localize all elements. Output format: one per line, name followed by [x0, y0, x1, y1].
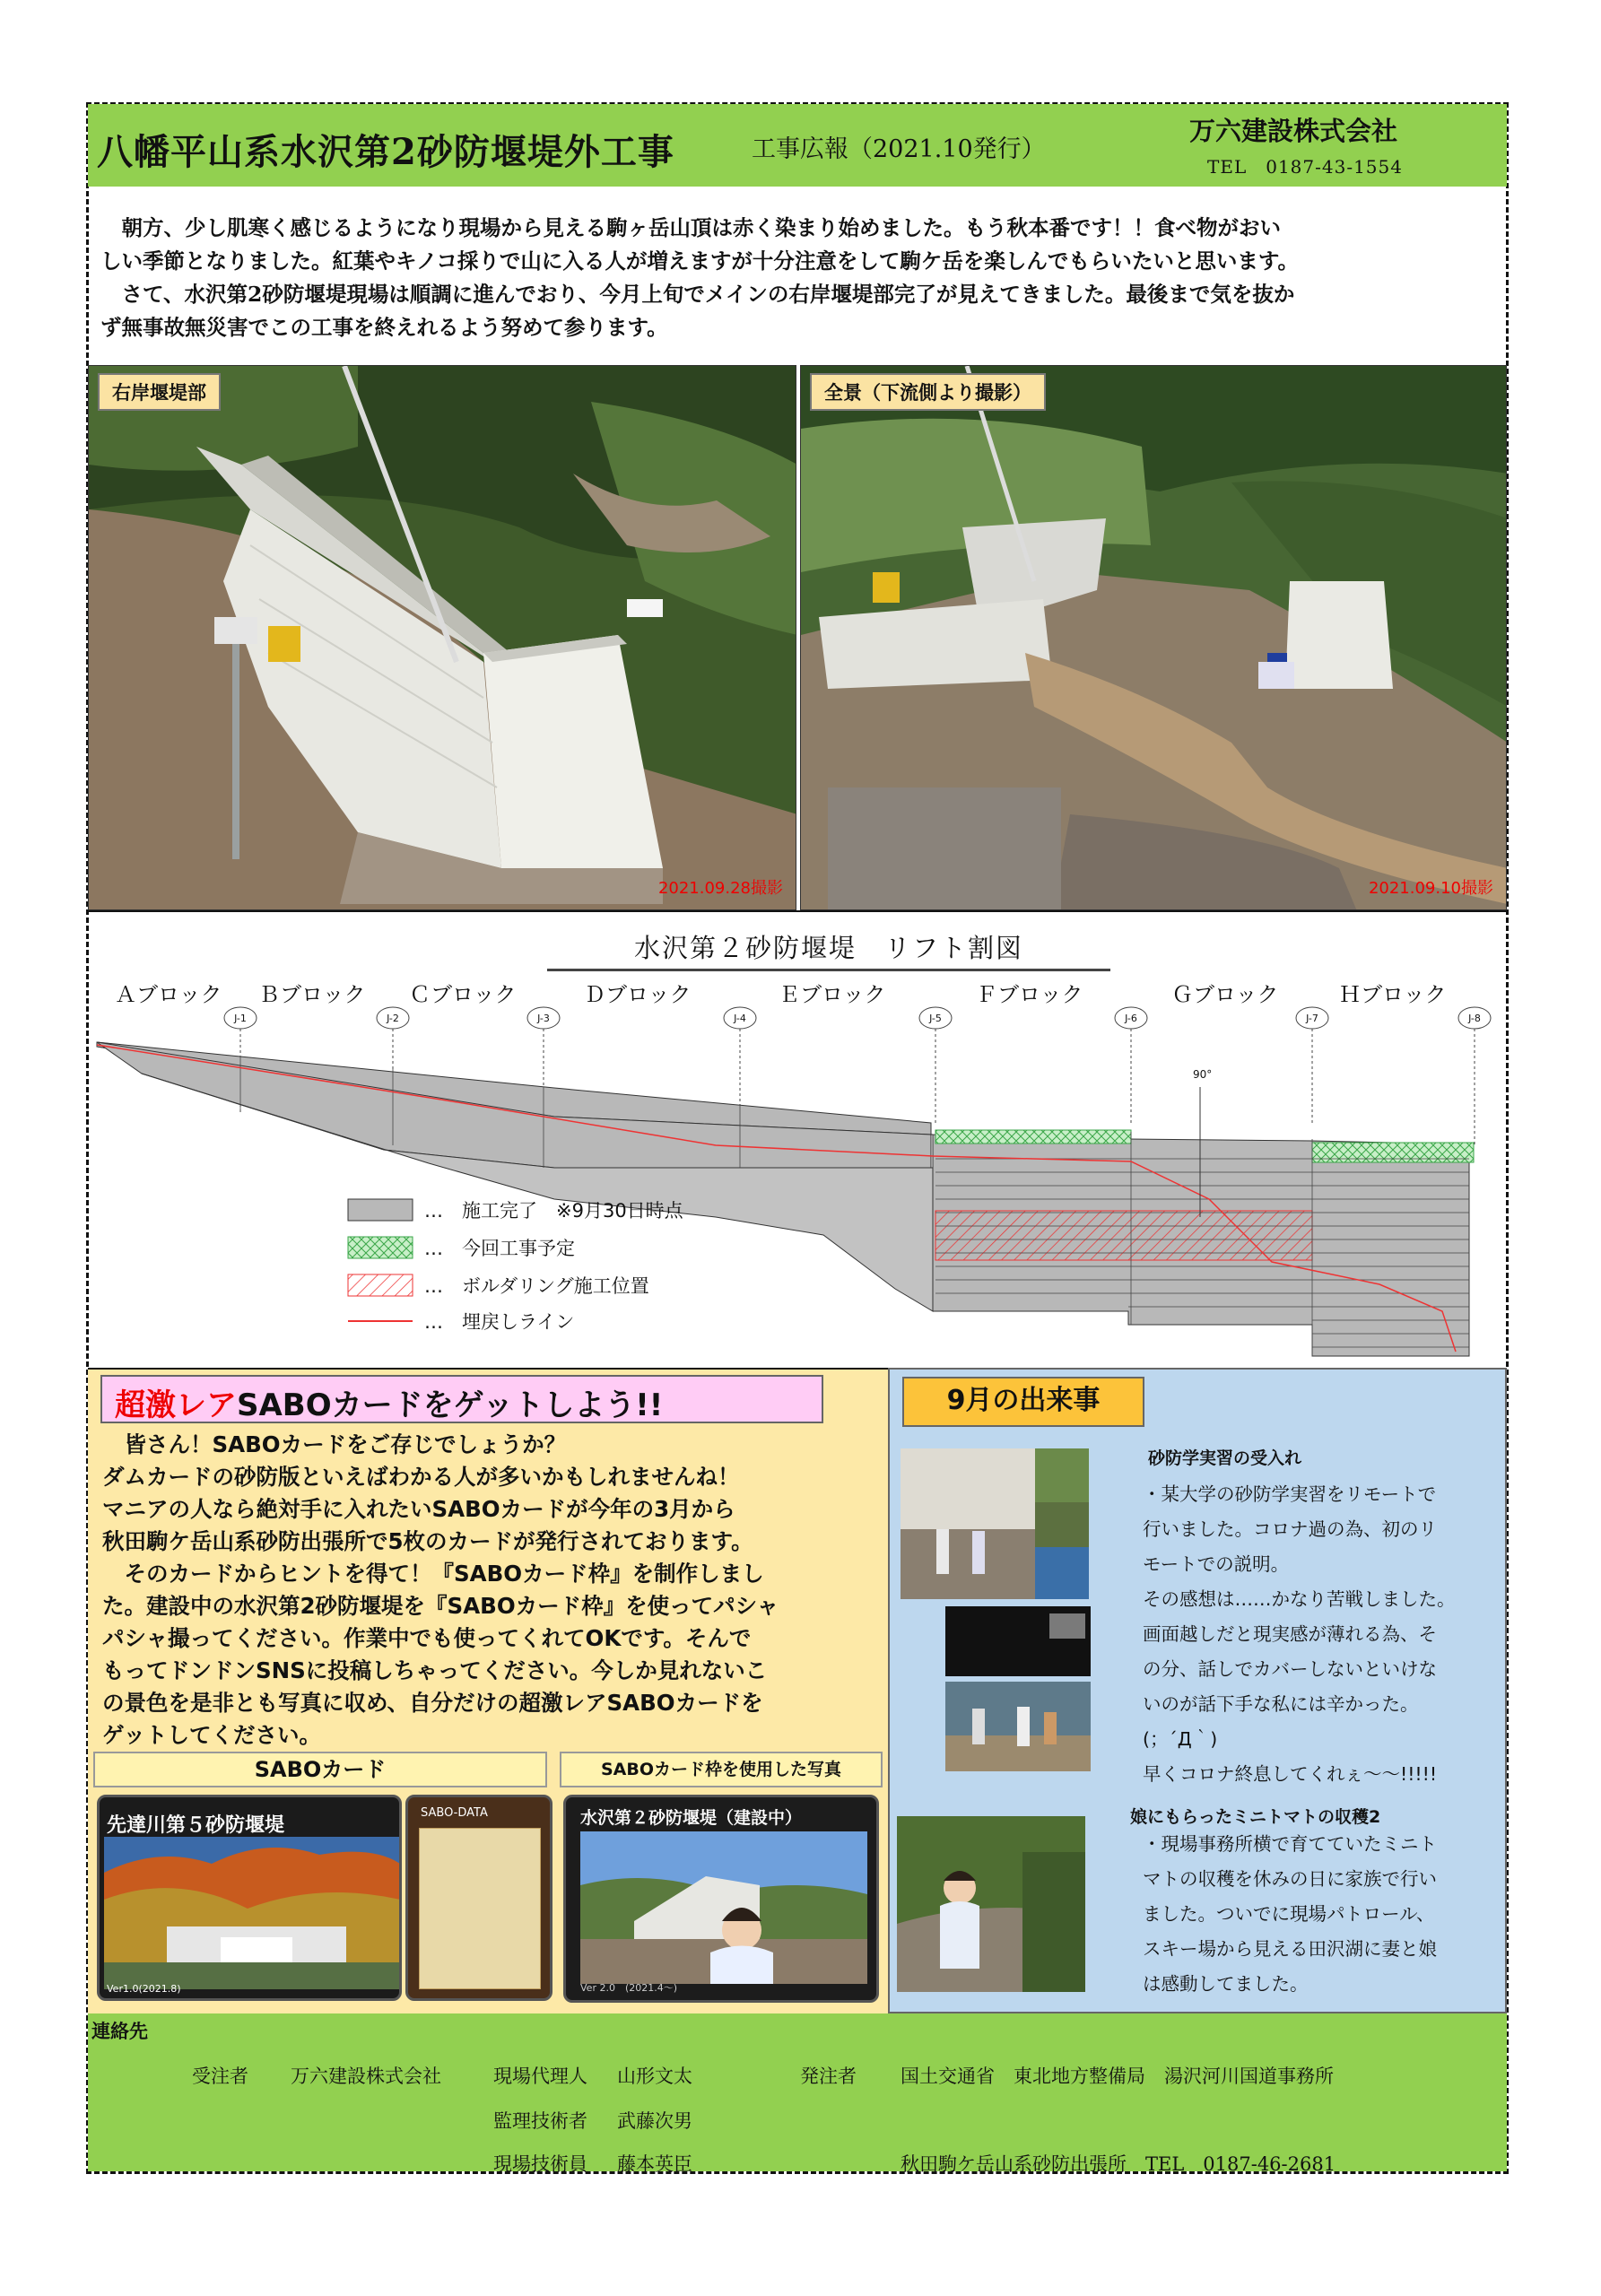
sabo-heading-rest: SABOカードをゲットしよう!! [237, 1387, 664, 1423]
intro-line: ず無事故無災害でこの工事を終えれるよう努めて参ります。 [100, 315, 668, 340]
block-label: Ｂブロック [258, 982, 366, 1007]
sabo-card-title: 先達川第５砂防堰堤 [107, 1814, 285, 1837]
intro-text [100, 212, 1464, 344]
sabo-line: 皆さん！SABOカードをご存じでしょうか？ [102, 1431, 567, 1457]
diagram-legend [348, 1199, 684, 1333]
sabo-card-photo [104, 1837, 400, 1989]
joint-label: J-8 [1468, 1013, 1481, 1024]
sabo-line: た。建設中の水沢第2砂防堰堤を『SABOカード枠』を使ってパシャ [102, 1593, 779, 1619]
sabo-line: ゲットしてください。 [102, 1722, 322, 1748]
block-label: Ｇブロック [1171, 982, 1279, 1007]
photo-date: 2021.09.10撮影 [1368, 879, 1493, 898]
diagram-title: 水沢第２砂防堰堤 リフト割図 [547, 928, 1110, 971]
sabo-frame-title: 水沢第２砂防堰堤（建設中） [580, 1808, 803, 1828]
site-engineer-name: 藤本英臣 [617, 2153, 692, 2175]
lift-diagram-section [88, 910, 1507, 1368]
joint-label: J-4 [734, 1013, 746, 1024]
block-label: Ｄブロック [584, 982, 692, 1007]
sabo-frame-label: SABOカード枠を使用した写真 [560, 1752, 883, 1787]
legend-text: … 施工完了 ※9月30日時点 [424, 1200, 683, 1222]
sabo-card-section [88, 1368, 888, 2013]
sabo-line: もってドンドンSNSに投稿しちゃってください。今しか見れないこ [102, 1657, 768, 1683]
event-photo-class [945, 1682, 1091, 1771]
sabo-heading [100, 1375, 823, 1423]
sabo-line: ダムカードの砂防版といえばわかる人が多いかもしれませんね！ [102, 1464, 740, 1490]
joint-label: J-6 [1125, 1013, 1137, 1024]
event-line: モートでの説明。 [1143, 1553, 1290, 1575]
header-bar [88, 104, 1507, 187]
event-line: ・現場事務所横で育てていたミニト [1143, 1833, 1437, 1855]
block-label: Ｈブロック [1339, 982, 1447, 1007]
site-rep-name: 山形文太 [617, 2066, 692, 2087]
joint-label: J-7 [1306, 1013, 1318, 1024]
sabo-card-label: SABOカード [93, 1752, 547, 1787]
photo-label: 全景（下流側より撮影） [810, 373, 1046, 411]
page-title: 八幡平山系水沢第2砂防堰堤外工事 [97, 131, 674, 173]
joint-label: J-1 [234, 1013, 247, 1024]
contact-label: 連絡先 [91, 2020, 148, 2042]
joint-marker [919, 1007, 952, 1123]
block-label: Ｆブロック [976, 982, 1083, 1007]
legend-item [348, 1237, 575, 1259]
joint-marker [1296, 1007, 1328, 1123]
intro-line: 朝方、少し肌寒く感じるようになり現場から見える駒ヶ岳山頂は赤く染まり始めました。もう秋本番です！！食べ物がおい [100, 215, 1281, 240]
sabo-card-back [405, 1795, 553, 2001]
sabo-frame-image [580, 1831, 867, 1984]
event-line: スキー場から見える田沢湖に妻と娘 [1143, 1938, 1437, 1960]
legend-text: … 今回工事予定 [424, 1238, 575, 1259]
sabo-line: パシャ撮ってください。作業中でも使ってくれてOKです。そんで [102, 1625, 752, 1651]
block-label: Ａブロック [115, 982, 222, 1007]
event-line: ました。ついでに現場パトロール、 [1143, 1903, 1435, 1925]
event-photo-screen-inset [1049, 1613, 1085, 1639]
branch-office: 秋田駒ケ岳山系砂防出張所 TEL 0187-46-2681 [901, 2153, 1336, 2175]
angle-label: 90° [1193, 1068, 1213, 1081]
sabo-line: 秋田駒ケ岳山系砂防出張所で5枚のカードが発行されております。 [102, 1528, 753, 1554]
events-heading: 9月の出来事 [902, 1377, 1144, 1427]
contact-footer [88, 2013, 1507, 2175]
event-line: 行いました。コロナ過の為、初のリ [1143, 1518, 1437, 1540]
event-text-lecture [1143, 1477, 1456, 1792]
sabo-line: そのカードからヒントを得て！『SABOカード枠』を制作しまし [102, 1561, 764, 1587]
event-line: 早くコロナ終息してくれぇ～～!!!!! [1143, 1763, 1438, 1785]
company-tel: TEL 0187-43-1554 [1207, 156, 1403, 178]
legend-text: … 埋戻しライン [424, 1311, 575, 1333]
event-line: 画面越しだと現実感が薄れる為、そ [1143, 1623, 1437, 1645]
lift-diagram [88, 930, 1507, 1370]
sabo-frame-photo [563, 1795, 879, 2003]
event-line: マトの収穫を休みの日に家族で行い [1143, 1868, 1437, 1890]
joint-marker [1115, 1007, 1147, 1123]
photo-label: 右岸堰堤部 [98, 373, 221, 411]
joint-label: J-5 [929, 1013, 942, 1024]
supervisor-label: 監理技術者 [493, 2110, 587, 2132]
event-line: (；´Д｀) [1143, 1728, 1218, 1750]
event-line: その感想は……かなり苦戦しました。 [1143, 1588, 1456, 1610]
legend-item [348, 1274, 649, 1297]
photo-right-bank-dam [88, 365, 796, 910]
event-line: いのが話下手な私には辛かった。 [1143, 1693, 1419, 1715]
issue-subtitle: 工事広報（2021.10発行） [752, 135, 1046, 163]
legend-item [348, 1311, 574, 1333]
sabo-card-front [97, 1795, 402, 2001]
event-text-tomato [1143, 1827, 1437, 2002]
site-engineer-label: 現場技術員 [493, 2153, 587, 2175]
block-labels [115, 982, 1447, 1007]
joint-marker [1458, 1007, 1491, 1145]
block-label: Ｃブロック [409, 982, 517, 1007]
event-title-tomato: 娘にもらったミニトマトの収穫2 [1130, 1807, 1381, 1827]
event-title-lecture: 砂防学実習の受入れ [1148, 1448, 1302, 1468]
sabo-card-data-title: SABO-DATA [421, 1806, 488, 1820]
legend-text: … ボルダリング施工位置 [424, 1275, 649, 1297]
photo-full-view-image [801, 366, 1507, 910]
sabo-card-version: Ver1.0(2021.8) [107, 1983, 181, 1995]
photo-right-bank-image [89, 366, 796, 910]
client-label: 発注者 [800, 2066, 857, 2087]
photo-date: 2021.09.28撮影 [657, 879, 783, 898]
sabo-heading-red: 超激レア [115, 1387, 237, 1423]
sabo-text [102, 1429, 874, 1752]
event-photo-tomato [897, 1816, 1085, 1992]
legend-item [348, 1199, 684, 1222]
event-line: の分、話しでカバーしないといけな [1143, 1658, 1437, 1680]
site-rep-label: 現場代理人 [493, 2066, 587, 2087]
contractor-label: 受注者 [192, 2066, 248, 2087]
photo-full-view [800, 365, 1507, 910]
contractor-name: 万六建設株式会社 [291, 2066, 441, 2087]
event-photo-remote-lecture [901, 1448, 1089, 1599]
intro-line: さて、水沢第2砂防堰堤現場は順調に進んでおり、今月上旬でメインの右岸堰堤部完了が見えてきました。最後まで気を抜か [100, 282, 1295, 307]
joint-label: J-3 [537, 1013, 550, 1024]
company-name: 万六建設株式会社 [1189, 116, 1398, 146]
sabo-line: マニアの人なら絶対手に入れたいSABOカードが今年の3月から [102, 1496, 735, 1522]
sabo-card-data-body [419, 1828, 541, 1989]
client-name: 国土交通省 東北地方整備局 湯沢河川国道事務所 [901, 2066, 1334, 2087]
event-line: は感動してました。 [1143, 1973, 1309, 1995]
joint-label: J-2 [387, 1013, 399, 1024]
event-photo-screen [945, 1606, 1091, 1676]
intro-line: しい季節となりました。紅葉やキノコ採りで山に入る人が増えますが十分注意をして駒ケ岳を楽しんでもらいたいと思います。 [100, 248, 1299, 274]
sabo-frame-version: Ver 2.0 (2021.4～) [580, 1982, 678, 1994]
events-section [888, 1368, 1507, 2013]
block-label: Ｅブロック [779, 982, 886, 1007]
event-line: ・某大学の砂防学実習をリモートで [1143, 1483, 1437, 1505]
dam-profile [97, 1042, 1474, 1356]
sabo-line: の景色を是非とも写真に収め、自分だけの超激レアSABOカードを [102, 1690, 763, 1716]
supervisor-name: 武藤次男 [617, 2110, 692, 2132]
